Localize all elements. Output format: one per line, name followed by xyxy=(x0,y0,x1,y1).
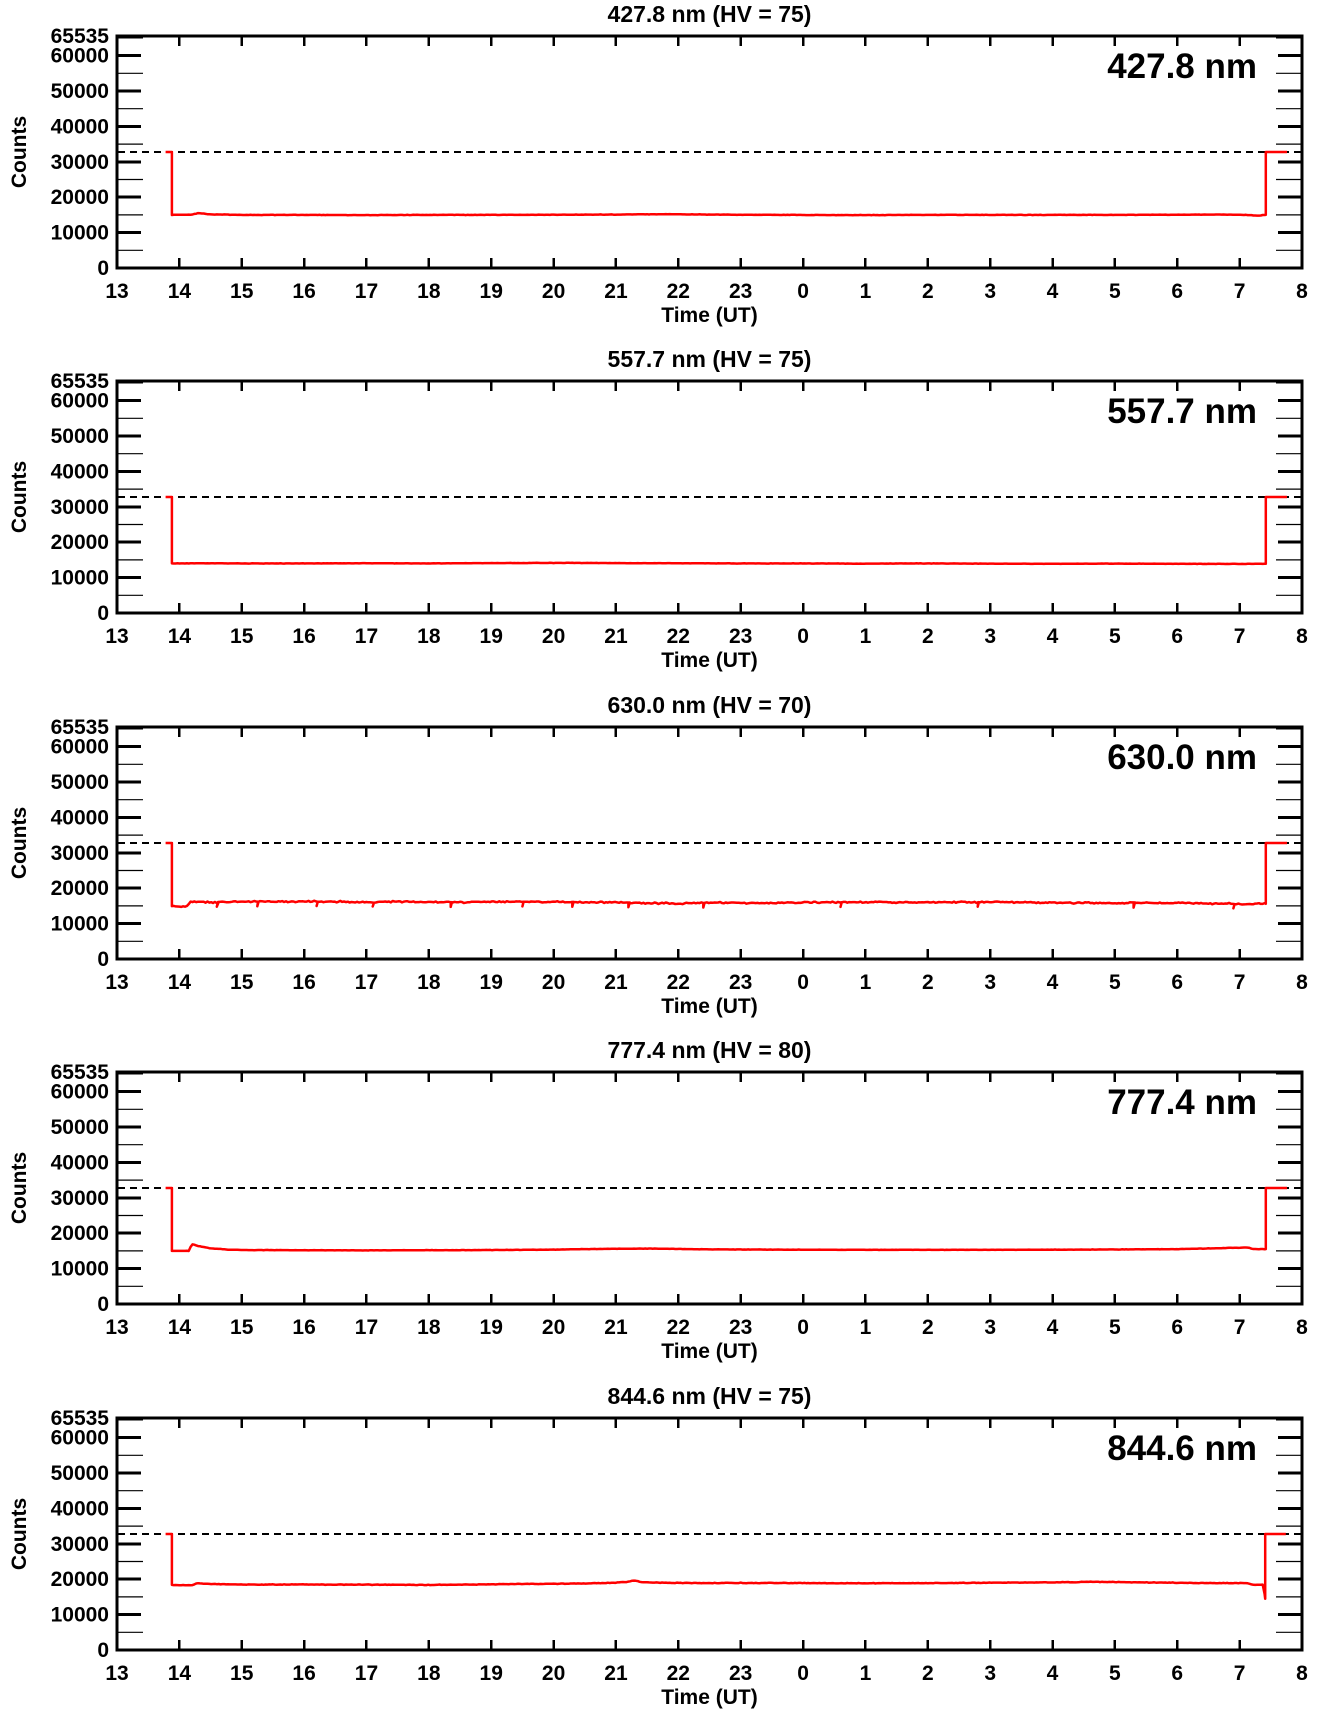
chart-annotation: 844.6 nm xyxy=(1107,1429,1257,1468)
x-tick-label: 0 xyxy=(797,280,809,303)
x-tick-label: 5 xyxy=(1109,280,1121,303)
y-tick-label: 30000 xyxy=(50,150,109,174)
y-tick-label: 65535 xyxy=(50,25,109,48)
chart-svg xyxy=(0,0,1336,346)
y-tick-label: 10000 xyxy=(50,566,109,590)
x-tick-label: 19 xyxy=(479,971,503,994)
data-line xyxy=(166,497,1287,564)
chart-svg xyxy=(0,345,1336,691)
chart-panel xyxy=(0,0,1336,346)
x-tick-label: 0 xyxy=(797,1662,809,1685)
x-tick-label: 15 xyxy=(230,1662,254,1685)
x-tick-label: 18 xyxy=(417,1662,441,1685)
x-tick-label: 21 xyxy=(604,971,628,994)
x-tick-label: 2 xyxy=(921,1316,934,1339)
x-tick-label: 15 xyxy=(230,1316,254,1339)
x-tick-label: 16 xyxy=(292,971,316,994)
y-tick-label: 0 xyxy=(97,1639,109,1662)
chart-title: 844.6 nm (HV = 75) xyxy=(607,1383,812,1409)
y-tick-label: 50000 xyxy=(50,1461,109,1485)
chart-annotation: 427.8 nm xyxy=(1107,47,1257,86)
y-tick-label: 0 xyxy=(97,257,109,280)
x-tick-label: 1 xyxy=(859,1316,872,1339)
y-tick-label: 65535 xyxy=(50,716,109,739)
y-tick-label: 65535 xyxy=(50,1407,109,1430)
y-tick-label: 30000 xyxy=(50,1532,109,1556)
x-tick-label: 4 xyxy=(1046,625,1059,648)
chart-panel xyxy=(0,1036,1336,1382)
y-axis-label: Counts xyxy=(8,460,31,534)
x-tick-label: 7 xyxy=(1233,1316,1246,1339)
x-tick-label: 6 xyxy=(1171,1662,1184,1685)
x-tick-label: 6 xyxy=(1171,280,1184,303)
x-tick-label: 23 xyxy=(729,280,753,303)
x-tick-label: 7 xyxy=(1233,625,1246,648)
y-tick-label: 50000 xyxy=(50,424,109,448)
chart-annotation: 557.7 nm xyxy=(1107,392,1257,431)
data-line xyxy=(166,152,1287,216)
y-tick-label: 40000 xyxy=(50,806,109,830)
x-tick-label: 16 xyxy=(292,1316,316,1339)
x-axis-label: Time (UT) xyxy=(661,649,758,672)
x-tick-label: 18 xyxy=(417,625,441,648)
y-tick-label: 60000 xyxy=(50,735,109,759)
x-tick-label: 1 xyxy=(859,971,872,994)
y-tick-label: 50000 xyxy=(50,770,109,794)
y-tick-label: 0 xyxy=(97,948,109,971)
x-tick-label: 15 xyxy=(230,280,254,303)
y-tick-label: 20000 xyxy=(50,1222,109,1246)
chart-svg xyxy=(0,1382,1336,1728)
x-tick-label: 15 xyxy=(230,625,254,648)
y-axis-label: Counts xyxy=(8,806,31,880)
x-tick-label: 16 xyxy=(292,625,316,648)
x-tick-label: 18 xyxy=(417,280,441,303)
x-tick-label: 21 xyxy=(604,1316,628,1339)
x-tick-label: 0 xyxy=(797,625,809,648)
x-tick-label: 14 xyxy=(167,1316,192,1339)
x-tick-label: 23 xyxy=(729,1662,753,1685)
x-axis-label: Time (UT) xyxy=(661,1340,758,1363)
x-tick-label: 18 xyxy=(417,1316,441,1339)
x-tick-label: 3 xyxy=(984,280,997,303)
y-tick-label: 30000 xyxy=(50,841,109,865)
x-tick-label: 1 xyxy=(859,1662,872,1685)
x-tick-label: 17 xyxy=(354,1662,379,1685)
y-tick-label: 40000 xyxy=(50,1151,109,1175)
y-tick-label: 20000 xyxy=(50,877,109,901)
y-tick-label: 40000 xyxy=(50,460,109,484)
x-tick-label: 15 xyxy=(230,971,254,994)
x-tick-label: 0 xyxy=(797,971,809,994)
x-axis-label: Time (UT) xyxy=(661,995,758,1018)
x-tick-label: 22 xyxy=(666,1316,690,1339)
x-tick-label: 8 xyxy=(1296,625,1308,648)
x-tick-label: 8 xyxy=(1296,1316,1308,1339)
x-tick-label: 5 xyxy=(1109,1662,1121,1685)
x-tick-label: 17 xyxy=(354,280,379,303)
y-tick-label: 0 xyxy=(97,1293,109,1316)
chart-svg xyxy=(0,691,1336,1037)
x-tick-label: 22 xyxy=(666,1662,690,1685)
y-tick-label: 65535 xyxy=(50,1061,109,1084)
x-tick-label: 23 xyxy=(729,1316,753,1339)
chart-annotation: 630.0 nm xyxy=(1107,738,1257,777)
x-tick-label: 6 xyxy=(1171,971,1184,994)
y-tick-label: 10000 xyxy=(50,221,109,245)
y-tick-label: 50000 xyxy=(50,79,109,103)
x-tick-label: 3 xyxy=(984,625,997,648)
x-tick-label: 4 xyxy=(1046,1662,1059,1685)
x-tick-label: 20 xyxy=(541,1662,566,1685)
x-tick-label: 5 xyxy=(1109,625,1121,648)
x-tick-label: 17 xyxy=(354,1316,379,1339)
x-axis-label: Time (UT) xyxy=(661,1686,758,1709)
x-tick-label: 21 xyxy=(604,280,628,303)
x-tick-label: 13 xyxy=(105,971,129,994)
x-tick-label: 3 xyxy=(984,1662,997,1685)
y-tick-label: 30000 xyxy=(50,495,109,519)
x-tick-label: 20 xyxy=(541,1316,566,1339)
x-tick-label: 13 xyxy=(105,280,129,303)
x-tick-label: 21 xyxy=(604,625,628,648)
x-tick-label: 7 xyxy=(1233,1662,1246,1685)
x-tick-label: 13 xyxy=(105,1316,129,1339)
y-tick-label: 60000 xyxy=(50,44,109,68)
chart-svg xyxy=(0,1036,1336,1382)
x-tick-label: 22 xyxy=(666,971,690,994)
x-tick-label: 18 xyxy=(417,971,441,994)
x-tick-label: 20 xyxy=(541,625,566,648)
y-axis-label: Counts xyxy=(8,1151,31,1225)
x-tick-label: 3 xyxy=(984,971,997,994)
x-tick-label: 19 xyxy=(479,1662,503,1685)
x-tick-label: 8 xyxy=(1296,1662,1308,1685)
data-line xyxy=(166,843,1287,908)
x-tick-label: 4 xyxy=(1046,1316,1059,1339)
y-axis-label: Counts xyxy=(8,115,31,189)
x-tick-label: 13 xyxy=(105,1662,129,1685)
x-tick-label: 6 xyxy=(1171,1316,1184,1339)
x-tick-label: 19 xyxy=(479,280,503,303)
x-tick-label: 20 xyxy=(541,280,566,303)
x-tick-label: 1 xyxy=(859,280,872,303)
chart-title: 557.7 nm (HV = 75) xyxy=(607,346,812,372)
x-tick-label: 14 xyxy=(167,971,192,994)
x-tick-label: 4 xyxy=(1046,280,1059,303)
x-tick-label: 21 xyxy=(604,1662,628,1685)
y-tick-label: 50000 xyxy=(50,1115,109,1139)
x-tick-label: 5 xyxy=(1109,971,1121,994)
y-tick-label: 40000 xyxy=(50,1497,109,1521)
x-tick-label: 5 xyxy=(1109,1316,1121,1339)
chart-panel xyxy=(0,691,1336,1037)
y-tick-label: 20000 xyxy=(50,531,109,555)
y-tick-label: 20000 xyxy=(50,1568,109,1592)
x-tick-label: 6 xyxy=(1171,625,1184,648)
x-tick-label: 13 xyxy=(105,625,129,648)
y-tick-label: 30000 xyxy=(50,1186,109,1210)
y-tick-label: 0 xyxy=(97,602,109,625)
x-tick-label: 14 xyxy=(167,1662,192,1685)
chart-panel xyxy=(0,1382,1336,1728)
x-tick-label: 16 xyxy=(292,280,316,303)
x-tick-label: 19 xyxy=(479,1316,503,1339)
y-tick-label: 60000 xyxy=(50,1426,109,1450)
x-axis-label: Time (UT) xyxy=(661,304,758,327)
x-tick-label: 22 xyxy=(666,625,690,648)
y-tick-label: 40000 xyxy=(50,115,109,139)
x-tick-label: 17 xyxy=(354,625,379,648)
x-tick-label: 20 xyxy=(541,971,566,994)
x-tick-label: 8 xyxy=(1296,280,1308,303)
y-tick-label: 10000 xyxy=(50,1603,109,1627)
chart-annotation: 777.4 nm xyxy=(1107,1083,1257,1122)
x-tick-label: 1 xyxy=(859,625,872,648)
x-tick-label: 22 xyxy=(666,280,690,303)
y-tick-label: 65535 xyxy=(50,370,109,393)
x-tick-label: 2 xyxy=(921,971,934,994)
chart-panel xyxy=(0,345,1336,691)
chart-title: 630.0 nm (HV = 70) xyxy=(607,692,812,718)
chart-title: 777.4 nm (HV = 80) xyxy=(607,1037,812,1063)
y-tick-label: 20000 xyxy=(50,186,109,210)
chart-title: 427.8 nm (HV = 75) xyxy=(607,1,812,27)
x-tick-label: 7 xyxy=(1233,280,1246,303)
x-tick-label: 8 xyxy=(1296,971,1308,994)
x-tick-label: 14 xyxy=(167,625,192,648)
x-tick-label: 0 xyxy=(797,1316,809,1339)
x-tick-label: 3 xyxy=(984,1316,997,1339)
data-line xyxy=(166,1188,1287,1251)
x-tick-label: 2 xyxy=(921,625,934,648)
x-tick-label: 19 xyxy=(479,625,503,648)
y-tick-label: 10000 xyxy=(50,1257,109,1281)
data-line xyxy=(166,1534,1286,1599)
x-tick-label: 16 xyxy=(292,1662,316,1685)
x-tick-label: 23 xyxy=(729,625,753,648)
x-tick-label: 14 xyxy=(167,280,192,303)
x-tick-label: 23 xyxy=(729,971,753,994)
x-tick-label: 2 xyxy=(921,280,934,303)
y-tick-label: 60000 xyxy=(50,1080,109,1104)
x-tick-label: 7 xyxy=(1233,971,1246,994)
y-axis-label: Counts xyxy=(8,1497,31,1571)
x-tick-label: 4 xyxy=(1046,971,1059,994)
y-tick-label: 60000 xyxy=(50,389,109,413)
y-tick-label: 10000 xyxy=(50,912,109,936)
x-tick-label: 2 xyxy=(921,1662,934,1685)
x-tick-label: 17 xyxy=(354,971,379,994)
